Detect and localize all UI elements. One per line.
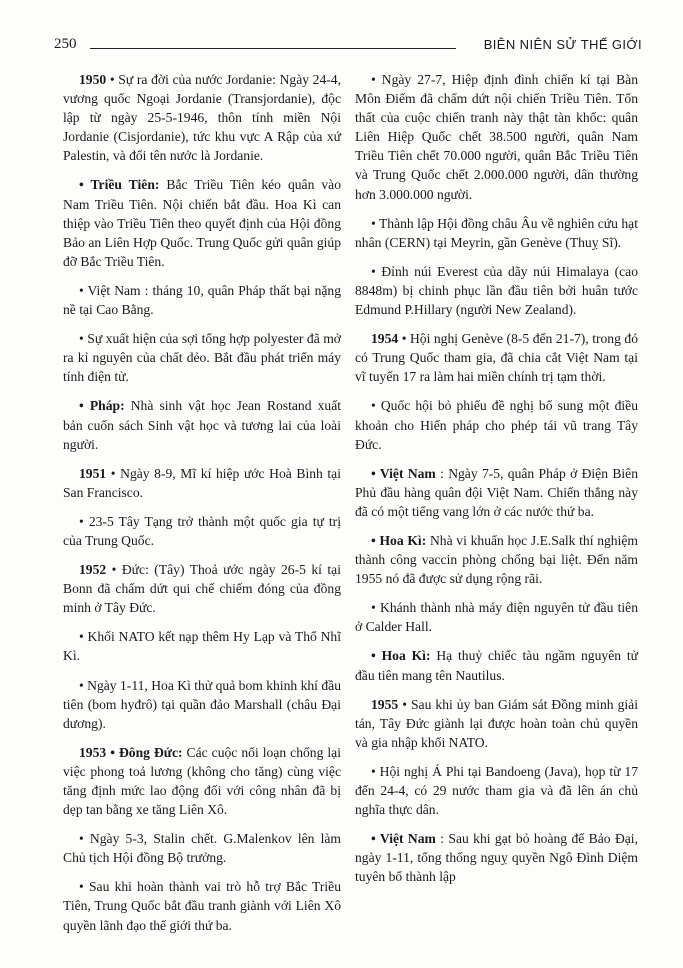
entry-text: • Quốc hội bỏ phiếu đề nghị bổ sung một điều khoản cho Hiến pháp cho phép tái vũ trang Tây Đức. [355,398,638,452]
chronicle-entry [63,281,341,319]
entry-text: • Thành lập Hội đồng châu Âu về nghiên cứu hạt nhân (CERN) tại Meyrin, gần Genève (Thuỵ Sĩ). [355,215,638,250]
entry-year: 1952 [79,562,107,578]
chronicle-entry [63,175,341,270]
left-column [63,70,341,945]
entry-year: 1954 [371,331,399,347]
chronicle-entry [63,829,341,867]
entry-text: • Hội nghị Genève (8-5 đến 21-7), trong đó có Trung Quốc tham gia, đã chia cắt Việt Nam tại vĩ tuyến 17 ra làm hai miền chính trị tạm thời. [355,331,638,385]
chronicle-entry [355,464,638,521]
entry-text: Các cuộc nổi loạn chống lại việc phong toả lương (không cho tăng) cùng việc tăng định mức lao động đối với công nhân đã bị dẹp tan bằng xe tăng Liên Xô. [63,744,341,818]
chronicle-entry [355,329,638,386]
entry-text: • Khối NATO kết nạp thêm Hy Lạp và Thổ Nhĩ Kì. [63,629,341,664]
entry-text: • Sự xuất hiện của sợi tổng hợp polyester đã mở ra kỉ nguyên của chất dẻo. Bắt đầu phát triển máy tính điện tử. [63,331,341,385]
entry-text: • Ngày 5-3, Stalin chết. G.Malenkov lên làm Chủ tịch Hội đồng Bộ trưởng. [63,831,341,866]
entry-text: • Việt Nam : tháng 10, quân Pháp thất bại nặng nề tại Cao Bằng. [63,282,341,318]
chronicle-entry [63,396,341,453]
chronicle-entry [63,70,341,165]
chronicle-entry [63,560,341,617]
entry-year: 1951 [79,465,107,481]
chronicle-entry [355,762,638,819]
chronicle-entry [355,598,638,636]
entry-topic: • Triều Tiên: [79,177,160,193]
entry-text: : Ngày 7-5, quân Pháp ở Điện Biên Phủ đầu hàng quân đội Việt Nam. Chiến thắng này đã có một tiếng vang lớn ở các nước thứ ba. [355,465,639,519]
entry-text: • Hội nghị Á Phi tại Bandoeng (Java), họp từ 17 đến 24-4, có 29 nước tham gia và đã lên án chủ nghĩa thực dân. [355,763,638,818]
header-rule [90,48,456,49]
entry-topic: • Hoa Kì: [371,532,427,548]
entry-year: 1950 [79,72,107,87]
entry-text: Nhà vi khuẩn học J.E.Salk thí nghiệm thành công vaccin phòng chống bại liệt. Đến năm 1955 nó đã được sử dụng rộng rãi. [355,532,638,587]
entry-text: • Sự ra đời của nước Jordanie: Ngày 24-4, vương quốc Ngoại Jordanie (Transjordanie), độc lập từ ngày 25-5-1946, thôn tính miền Nội Jordanie (Cisjordanie), tức khu vực A Rập của xứ Palestin, và đổi tên nước là Jordanie. [63,72,341,164]
entry-year: 1953 [79,744,107,760]
chronicle-entry [355,829,638,886]
entry-text: • Đức: (Tây) Thoả ước ngày 26-5 kí tại Bonn đã chấm dứt qui chế chiếm đóng của đồng minh ở Tây Đức. [63,562,341,616]
chronicle-entry [63,627,341,665]
chronicle-entry [63,329,341,386]
chronicle-entry [355,531,638,588]
chronicle-entry [63,877,341,934]
chronicle-entry [63,512,341,550]
chronicle-entry [63,743,341,819]
entry-text: • Ngày 27-7, Hiệp định đình chiến kí tại Bàn Môn Điếm đã chấm dứt nội chiến Triều Tiên. Tổn thất của cuộc chiến tranh này thật tàn khốc: quân Liên Hiệp Quốc chết 38.500 người, quân Nam Triều Tiên chết 70.000 người, quân Bắc Triều Tiên và Trung Quốc chết 2.000.000 người, dân thường hơn 3.000.000 người. [355,72,638,202]
entry-topic: • Việt Nam [371,465,436,481]
entry-topic: • Việt Nam [371,831,436,847]
entry-text: Nhà sinh vật học Jean Rostand xuất bản cuốn sách Sinh vật học và tương lai của loài người. [63,398,342,452]
entry-text: • Ngày 8-9, Mĩ kí hiệp ước Hoà Bình tại San Francisco. [63,465,341,500]
right-column [355,70,638,896]
entry-text: • Đỉnh núi Everest của dãy núi Himalaya (cao 8848m) bị chinh phục lần đầu tiên bởi huân tước Edmund P.Hillary (người New Zealand). [355,263,638,318]
chronicle-entry [355,695,638,752]
page-number: 250 [54,36,77,52]
entry-year: 1955 [371,696,399,712]
chronicle-entry [355,262,638,319]
entry-text: • Ngày 1-11, Hoa Kì thử quả bom khinh khí đầu tiên (bom hyđrô) tại quần đảo Marshall (châu Đại dương). [63,677,341,731]
entry-text: • Sau khi ủy ban Giám sát Đồng minh giải tán, Tây Đức giành lại được hoàn toàn chủ quyền và gia nhập khối NATO. [355,696,638,750]
entry-text: • Sau khi hoàn thành vai trò hỗ trợ Bắc Triều Tiên, Trung Quốc bắt đầu tranh giành với Liên Xô quyền lãnh đạo thế giới thứ ba. [63,879,341,933]
entry-topic: • Pháp: [79,398,125,414]
entry-text: Hạ thuỷ chiếc tàu ngầm nguyên tử đầu tiên mang tên Nautilus. [355,648,638,683]
chronicle-entry [63,464,341,502]
chronicle-entry [355,646,638,684]
entry-text: Bắc Triều Tiên kéo quân vào Nam Triều Tiên. Nội chiến bắt đầu. Hoa Kì can thiệp vào Triều Tiên theo quyết định của Hội đồng Bảo an Liên Hợp Quốc. Trung Quốc gửi quân giúp đỡ Bắc Triều Tiên. [63,177,341,269]
entry-text: • Khánh thành nhà máy điện nguyên tử đầu tiên ở Calder Hall. [355,600,638,635]
entry-topic: • Hoa Kì: [371,648,431,664]
chronicle-entry [355,396,638,453]
page-header [54,36,642,56]
entry-text: • 23-5 Tây Tạng trở thành một quốc gia tự trị của Trung Quốc. [63,513,341,548]
chronicle-entry [63,676,341,733]
entry-text: : Sau khi gạt bỏ hoàng đế Bảo Đại, ngày 1-11, tổng thống nguỵ quyền Ngô Đình Diệm tuyên bố thành lập [355,831,638,885]
chronicle-entry [355,214,638,252]
chronicle-entry [355,70,638,204]
entry-topic: • Đông Đức: [106,744,183,760]
running-title: BIÊN NIÊN SỬ THẾ GIỚI [483,37,642,52]
